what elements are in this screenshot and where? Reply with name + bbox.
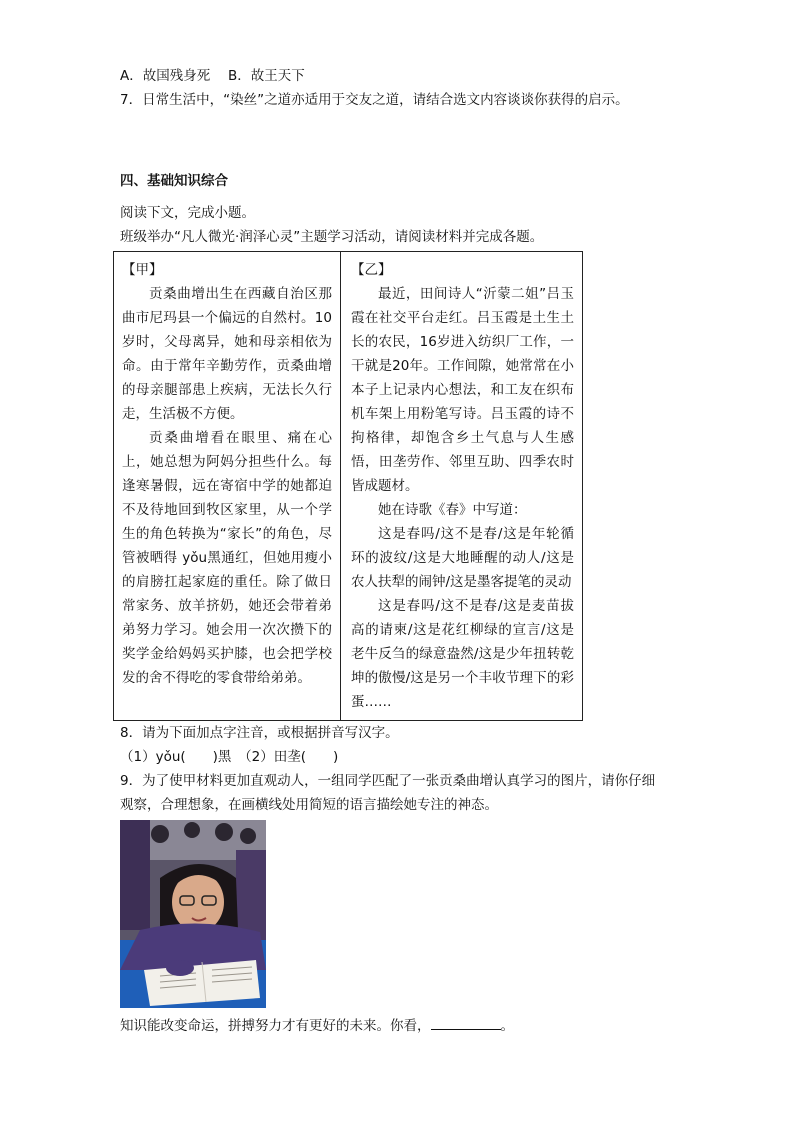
yi-paragraph-2: 她在诗歌《春》中写道： (378, 502, 527, 518)
material-jia (114, 252, 341, 720)
question-8: 8．请为下面加点字注音，或根据拼音写汉字。 (120, 725, 399, 741)
yi-label: 【乙】 (351, 262, 392, 278)
jia-paragraph-2: 贡桑曲增看在眼里、痛在心上，她总想为阿妈分担些什么。每逢寒暑假，远在寄宿中学的她都迫不及待地回到牧区家里，从一个学生的角色转换为“家长”的角色，尽管被晒得 yǒu黑通红，但她用瘦小的肩膀扛起家庭的重任。除了做日常家务、放羊挤奶，她还会带着弟弟努力学习。她会用一次次攒下的奖学金给妈妈买护膝，也会把学校发的舍不得吃的零食带给弟弟。 (122, 430, 332, 686)
intro-instruction: 阅读下文，完成小题。 (120, 205, 255, 221)
material-yi (341, 252, 582, 720)
final-prompt-line (120, 1015, 514, 1036)
jia-label: 【甲】 (122, 262, 163, 278)
answer-blank[interactable] (431, 1015, 501, 1030)
final-prompt-text: 知识能改变命运，拼搏努力才有更好的未来。你看， (120, 1018, 431, 1034)
yi-poem-stanza-1: 这是春吗/这不是春/这是年轮循环的波纹/这是大地睡醒的动人/这是农人扶犁的闹钟/这是墨客提笔的灵动 (351, 526, 574, 590)
section-title: 四、基础知识综合 (120, 173, 228, 189)
question-8-items: （1）yǒu( )黑 （2）田垄( ) (120, 749, 339, 765)
student-reading-photo (120, 820, 266, 1008)
question-7: 7．日常生活中，“染丝”之道亦适用于交友之道，请结合选文内容谈谈你获得的启示。 (120, 92, 629, 108)
yi-poem-stanza-2: 这是春吗/这不是春/这是麦苗拔高的请柬/这是花红柳绿的宣言/这是老牛反刍的绿意盎然/这是少年扭转乾坤的傲慢/这是另一个丰收节理下的彩蛋…… (351, 598, 574, 710)
jia-paragraph-1: 贡桑曲增出生在西藏自治区那曲市尼玛县一个偏远的自然村。10岁时，父母离异，她和母亲相依为命。由于常年辛勤劳作，贡桑曲增的母亲腿部患上疾病，无法长久行走，生活极不方便。 (122, 286, 332, 422)
yi-paragraph-1: 最近，田间诗人“沂蒙二姐”吕玉霞在社交平台走红。吕玉霞是土生土长的农民，16岁进入纺织厂工作，一干就是20年。工作间隙，她常常在小本子上记录内心想法，和工友在织布机车架上用粉笔写诗。吕玉霞的诗不拘格律，却饱含乡土气息与人生感悟，田垄劳作、邻里互助、四季农时皆成题材。 (351, 286, 574, 494)
material-table (113, 251, 583, 721)
q6-options: A．故国残身死 B．故王天下 (120, 68, 305, 84)
intro-activity: 班级举办“凡人微光·润泽心灵”主题学习活动，请阅读材料并完成各题。 (120, 229, 544, 245)
question-9-line-2: 观察，合理想象，在画横线处用简短的语言描绘她专注的神态。 (120, 797, 498, 813)
question-9-line-1: 9．为了使甲材料更加直观动人，一组同学匹配了一张贡桑曲增认真学习的图片，请你仔细 (120, 773, 656, 789)
final-prompt-end: 。 (500, 1018, 514, 1034)
